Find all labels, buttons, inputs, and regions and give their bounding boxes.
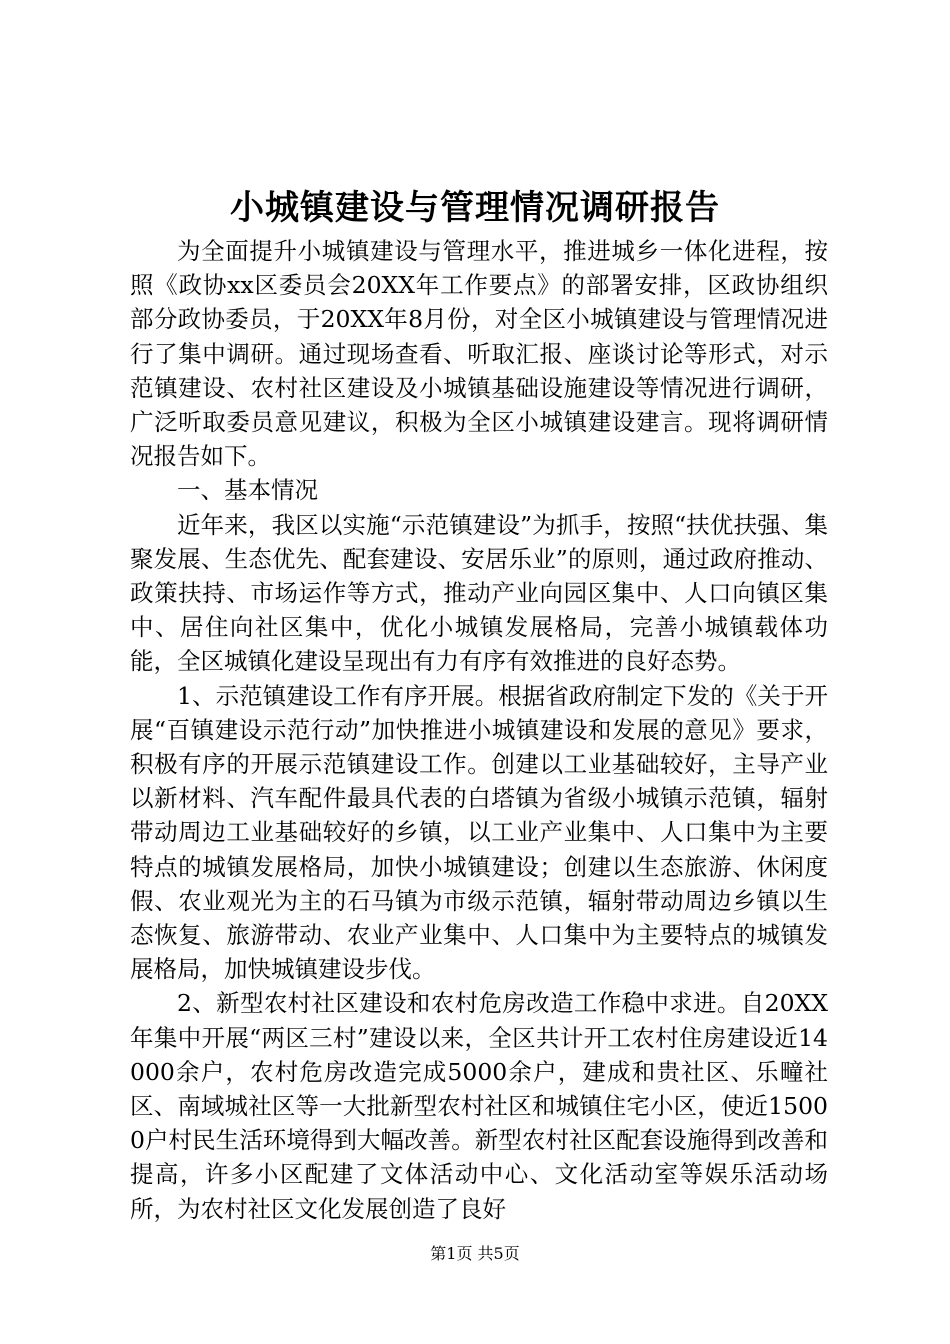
document-body — [130, 234, 828, 1226]
intro-paragraph: 为全面提升小城镇建设与管理水平，推进城乡一体化进程，按照《政协xx区委员会20XX年工作要点》的部署安排，区政协组织部分政协委员，于20XX年8月份，对全区小城镇建设与管理情况进行了集中调研。通过现场查看、听取汇报、座谈讨论等形式，对示范镇建设、农村社区建设及小城镇基础设施建设等情况进行调研，广泛听取委员意见建议，积极为全区小城镇建设建言。现将调研情况报告如下。 — [130, 237, 828, 471]
item-2-paragraph: 2、新型农村社区建设和农村危房改造工作稳中求进。自20XX年集中开展“两区三村”建设以来，全区共计开工农村住房建设近14000余户，农村危房改造完成5000余户，建成和贵社区、乐疃社区、南域城社区等一大批新型农村社区和城镇住宅小区，使近15000户村民生活环境得到大幅改善。新型农村社区配套设施得到改善和提高，许多小区配建了文体活动中心、文化活动室等娱乐活动场所，为农村社区文化发展创造了良好 — [130, 989, 828, 1223]
document-title: 小城镇建设与管理情况调研报告 — [230, 188, 720, 228]
section-heading-basic-situation: 一、基本情况 — [177, 476, 318, 505]
overview-paragraph: 近年来，我区以实施“示范镇建设”为抓手，按照“扶优扶强、集聚发展、生态优先、配套建设、安居乐业”的原则，通过政府推动、政策扶持、市场运作等方式，推动产业向园区集中、人口向镇区集中、居住向社区集中，优化小城镇发展格局，完善小城镇载体功能，全区城镇化建设呈现出有力有序有效推进的良好态势。 — [130, 510, 828, 676]
page-number: 第1页 共5页 — [430, 1244, 520, 1263]
item-1-paragraph: 1、示范镇建设工作有序开展。根据省政府制定下发的《关于开展“百镇建设示范行动”加快推进小城镇建设和发展的意见》要求，积极有序的开展示范镇建设工作。创建以工业基础较好，主导产业以新材料、汽车配件最具代表的白塔镇为省级小城镇示范镇，辐射带动周边工业基础较好的乡镇，以工业产业集中、人口集中为主要特点的城镇发展格局，加快小城镇建设；创建以生态旅游、休闲度假、农业观光为主的石马镇为市级示范镇，辐射带动周边乡镇以生态恢复、旅游带动、农业产业集中、人口集中为主要特点的城镇发展格局，加快城镇建设步伐。 — [130, 681, 828, 984]
